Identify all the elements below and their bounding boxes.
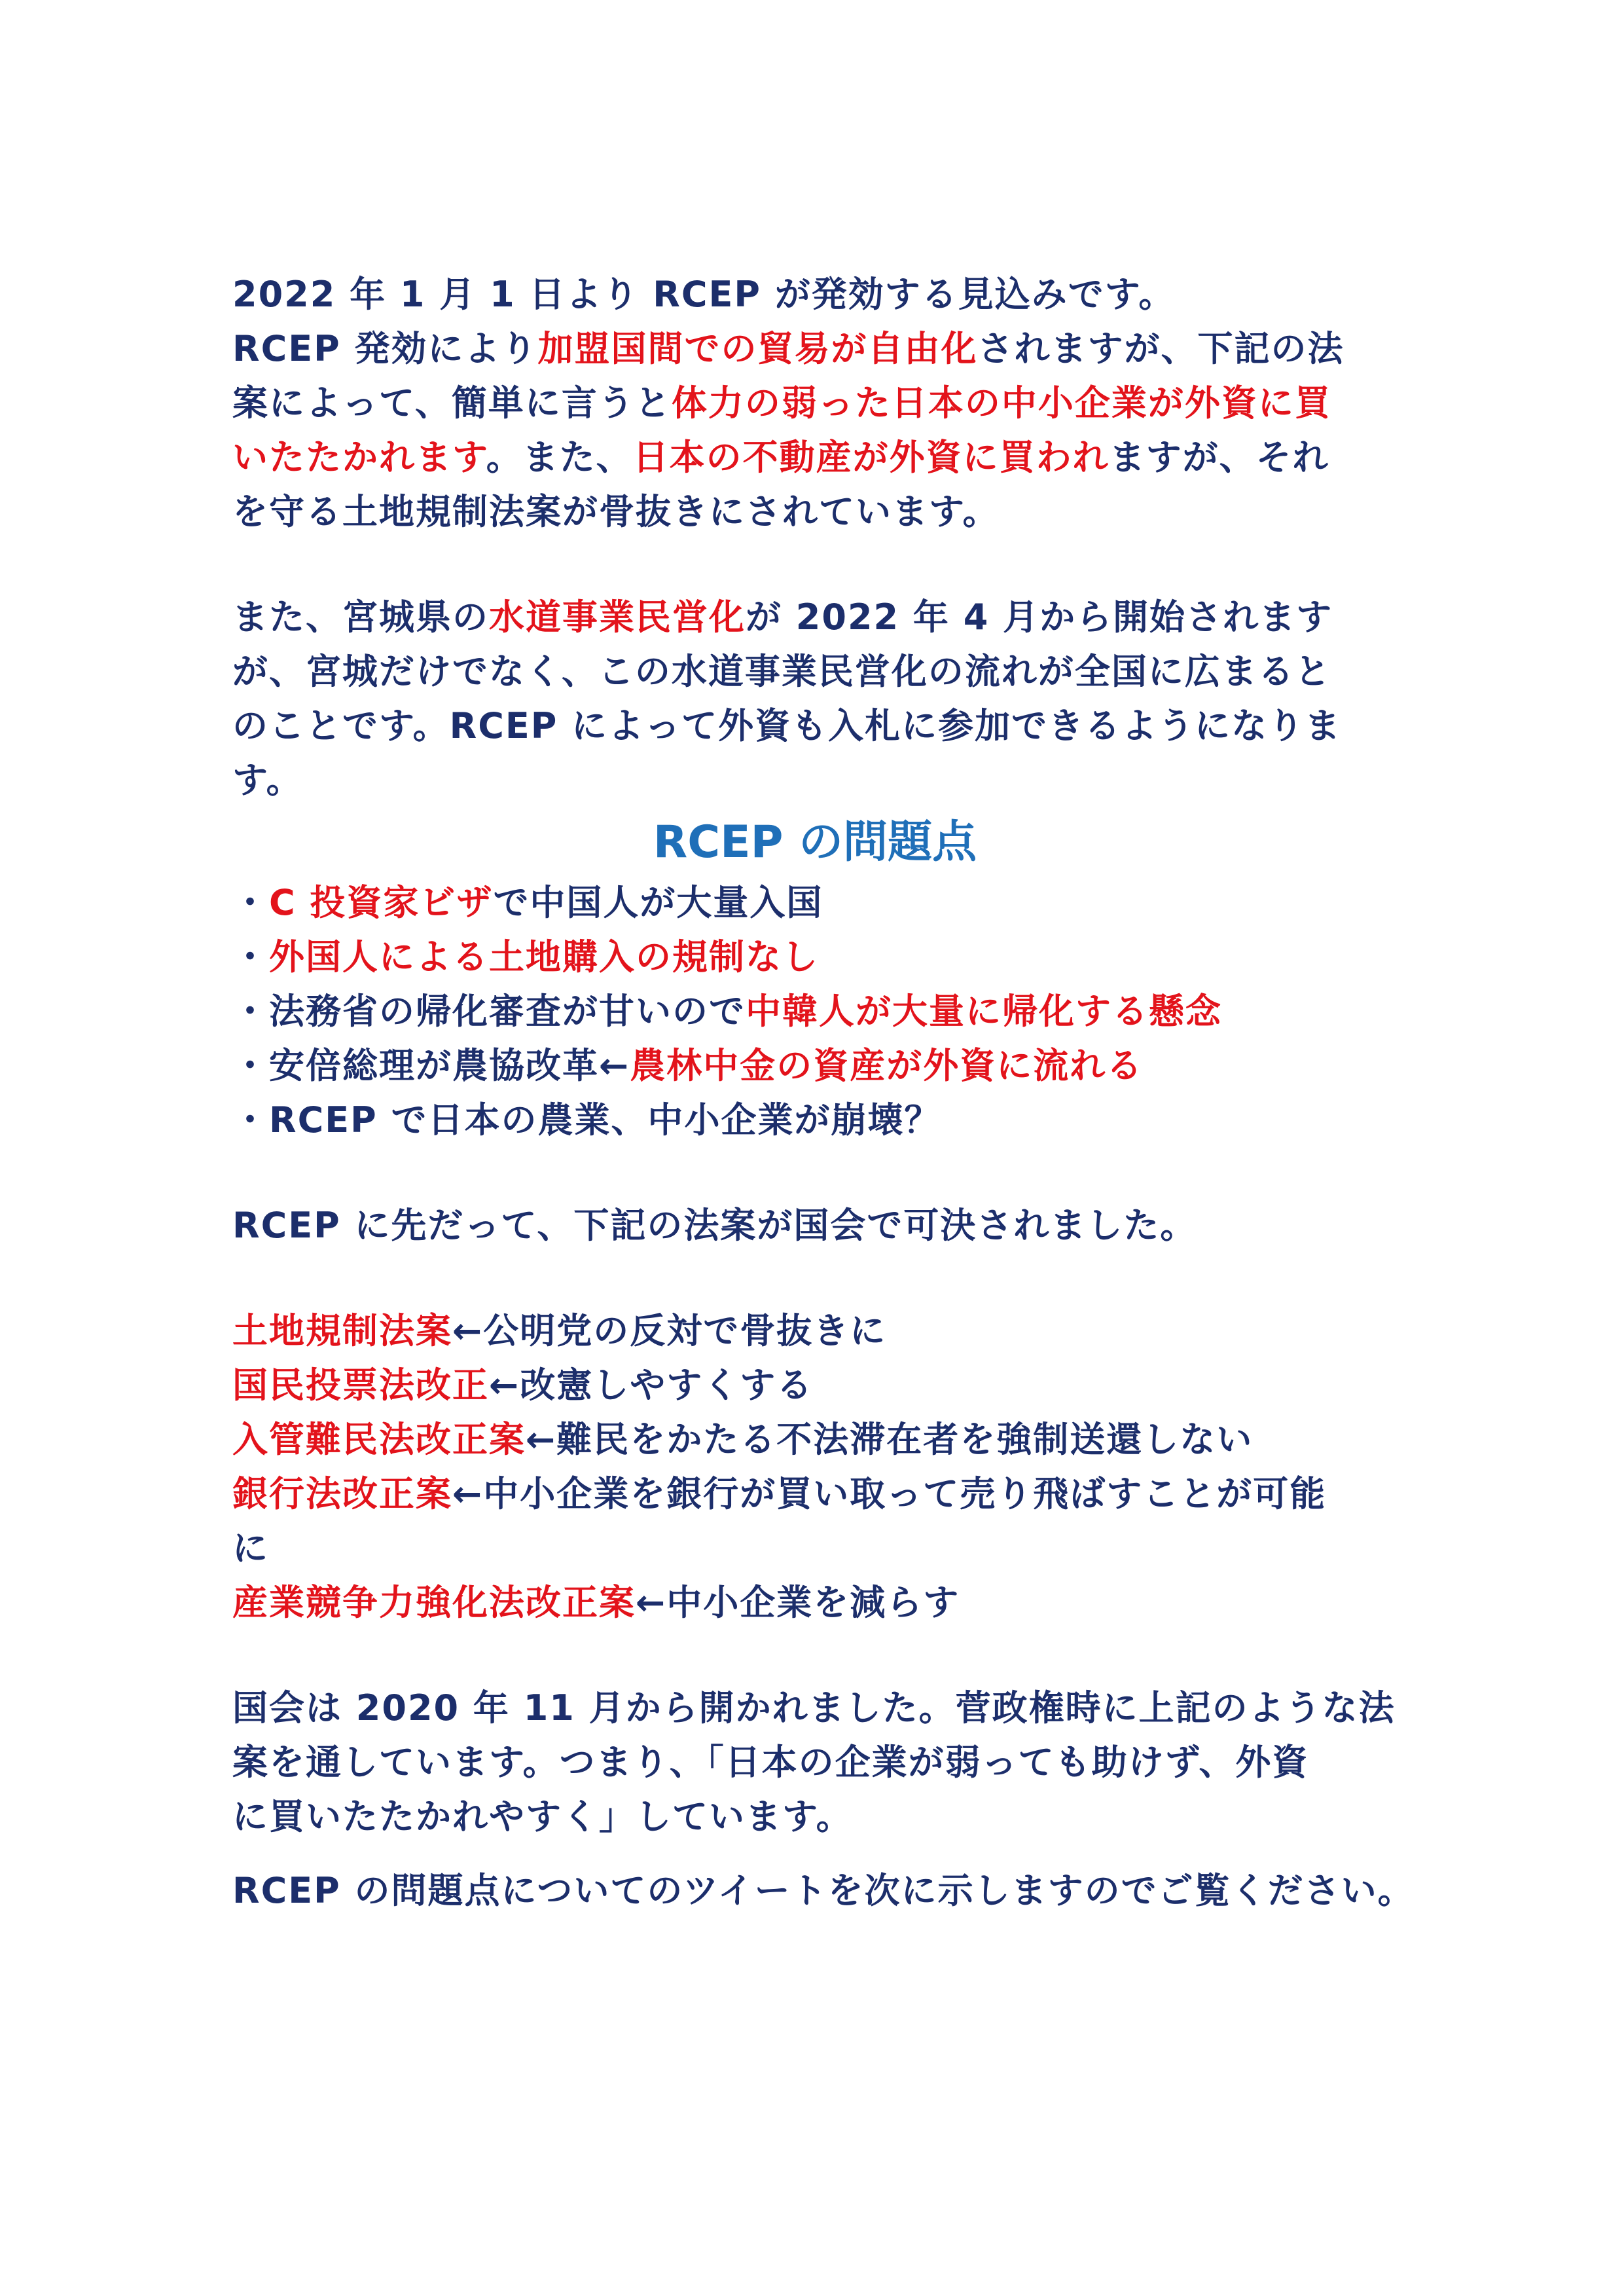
emphasis-text: 体力の弱った日本の中小企業が外資に買: [671, 382, 1331, 424]
document-page: [232, 267, 1424, 1918]
law-name: 国民投票法改正: [232, 1364, 489, 1406]
problem-item-5: [232, 1093, 1424, 1147]
emphasis-text: 加盟国間での貿易が自由化: [537, 328, 978, 369]
section-heading: RCEP の問題点: [653, 816, 977, 868]
closing-line-1: [232, 1681, 1424, 1735]
law-item-2: [232, 1358, 1424, 1412]
intro-text: 。また、: [486, 437, 633, 478]
water-line-1: [232, 590, 1424, 644]
emphasis-text: 外国人による土地購入の規制なし: [269, 936, 819, 978]
intro-text: を守る土地規制法案が骨抜きにされています。: [232, 491, 1000, 532]
water-text: また、宮城県の: [232, 596, 489, 638]
law-desc: に: [232, 1528, 269, 1569]
emphasis-text: 水道事業民営化: [489, 596, 746, 638]
water-text: す。: [232, 760, 303, 801]
problem-item-2: [232, 930, 1424, 984]
law-name: 銀行法改正案: [232, 1473, 452, 1514]
law-item-1: [232, 1304, 1424, 1358]
water-line-2: [232, 644, 1424, 699]
law-name: 入管難民法改正案: [232, 1419, 526, 1460]
emphasis-text: 農林中金の資産が外資に流れる: [630, 1045, 1144, 1086]
problem-text: ・RCEP で日本の農業、中小企業が崩壊？: [232, 1099, 941, 1141]
closing-text: 国会は 2020 年 11 月から開かれました。菅政権時に上記のような法: [232, 1687, 1396, 1729]
bullet: ・: [232, 1045, 269, 1086]
emphasis-text: いたたかれます: [232, 437, 486, 478]
problem-item-3: [232, 984, 1424, 1038]
problem-item-1: [232, 875, 1424, 930]
water-line-4: [232, 753, 1424, 807]
bullet: ・: [232, 882, 269, 923]
closing-line-2: [232, 1735, 1424, 1789]
water-text: のことです。RCEP によって外資も入札に参加できるようになりま: [232, 705, 1342, 746]
intro-text: ますが、それ: [1109, 437, 1329, 478]
intro-text: 2022 年 1 月 1 日より RCEP が発効する見込みです。: [232, 274, 1176, 315]
intro-line-4: [232, 430, 1424, 485]
problem-item-4: [232, 1038, 1424, 1093]
law-item-5: [232, 1575, 1424, 1630]
intro-line-1: [232, 267, 1424, 321]
closing-line-4: [232, 1863, 1424, 1918]
closing-line-3: [232, 1789, 1424, 1844]
paragraph-gap: [232, 1844, 1424, 1863]
paragraph-gap: [232, 1147, 1424, 1198]
law-item-3: [232, 1412, 1424, 1467]
bullet: ・: [232, 936, 269, 978]
law-item-4-wrap: [232, 1521, 1424, 1575]
law-desc: ←中小企業を銀行が買い取って売り飛ばすことが可能: [452, 1473, 1327, 1514]
problem-text: で中国人が大量入国: [493, 882, 823, 923]
water-text: が、宮城だけでなく、この水道事業民営化の流れが全国に広まると: [232, 651, 1331, 692]
law-desc: ←改憲しやすくする: [489, 1364, 814, 1406]
intro-line-5: [232, 485, 1424, 539]
intro-text: されますが、下記の法: [977, 328, 1344, 369]
emphasis-text: 日本の不動産が外資に買われ: [632, 437, 1110, 478]
intro-text: 案によって、簡単に言うと: [232, 382, 672, 424]
law-item-4: [232, 1467, 1424, 1521]
law-desc: ←公明党の反対で骨抜きに: [452, 1310, 887, 1351]
law-name: 土地規制法案: [232, 1310, 452, 1351]
law-name: 産業競争力強化法改正案: [232, 1582, 636, 1623]
closing-text: に買いたたかれやすく」しています。: [232, 1796, 853, 1837]
laws-intro-text: RCEP に先だって、下記の法案が国会で可決されました。: [232, 1205, 1197, 1246]
intro-text: RCEP 発効により: [232, 328, 538, 369]
problem-text: 安倍総理が農協改革←: [269, 1045, 630, 1086]
laws-intro: [232, 1198, 1424, 1253]
intro-line-3: [232, 376, 1424, 430]
problem-text: 法務省の帰化審査が甘いので: [269, 991, 746, 1032]
paragraph-gap: [232, 1630, 1424, 1681]
paragraph-gap: [232, 1253, 1424, 1304]
emphasis-text: C 投資家ビザ: [269, 882, 494, 923]
bullet: ・: [232, 991, 269, 1032]
emphasis-text: 中韓人が大量に帰化する懸念: [746, 991, 1222, 1032]
water-line-3: [232, 699, 1424, 753]
water-text: が 2022 年 4 月から開始されます: [746, 596, 1333, 638]
intro-line-2: [232, 321, 1424, 376]
closing-text: 案を通しています。つまり、「日本の企業が弱っても助けず、外資: [232, 1742, 1309, 1783]
paragraph-gap: [232, 539, 1424, 590]
law-desc: ←難民をかたる不法滞在者を強制送還しない: [526, 1419, 1254, 1460]
law-desc: ←中小企業を減らす: [636, 1582, 960, 1623]
closing-text: RCEP の問題点についてのツイートを次に示しますのでご覧ください。: [232, 1870, 1415, 1911]
